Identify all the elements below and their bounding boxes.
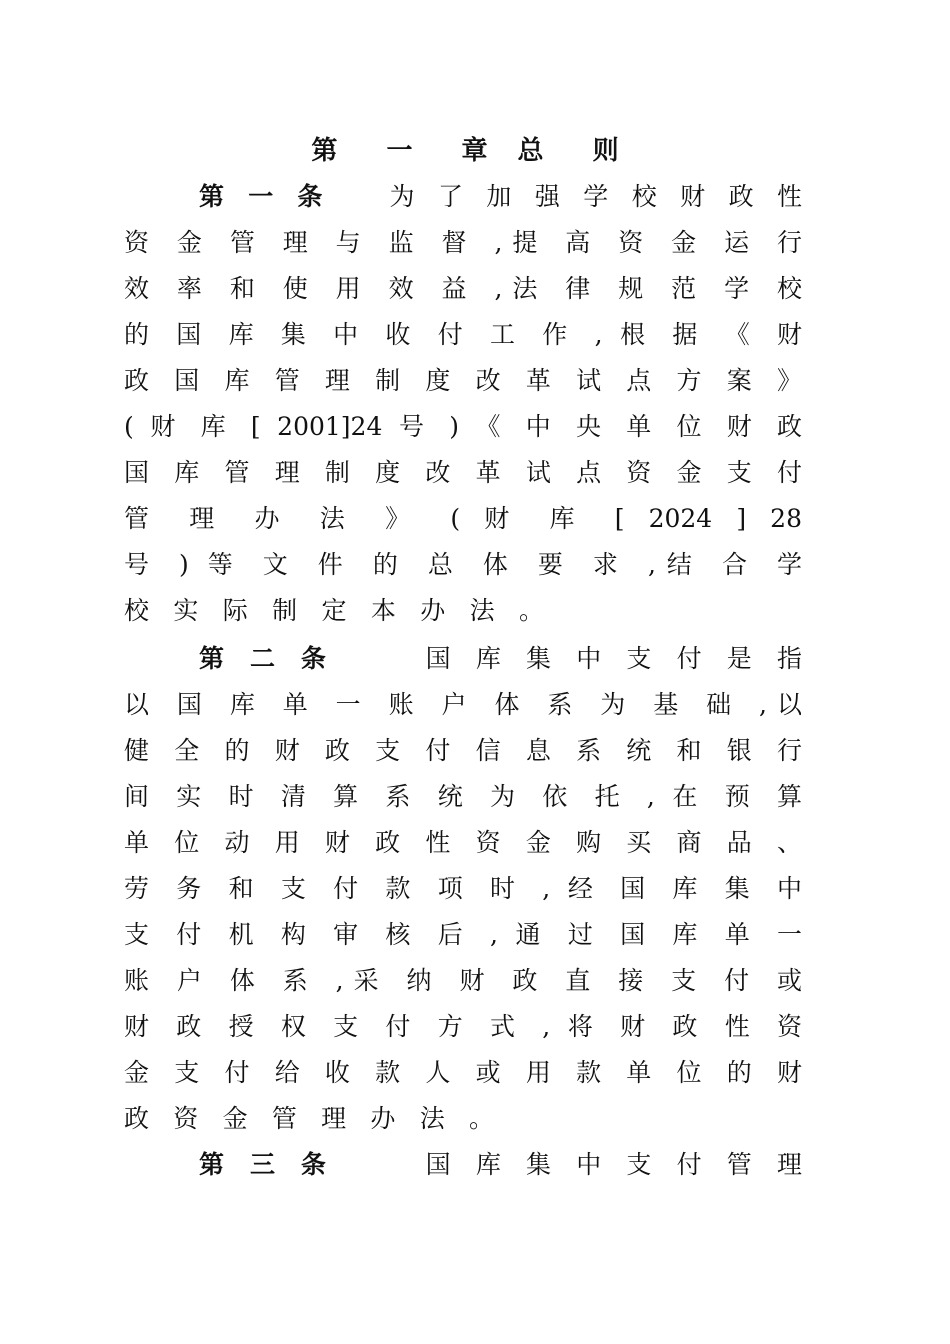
article-2-first-line [199, 636, 802, 682]
article-2-line: 间 实 时 清 算 系 统 为 依 托 , 在 预 算 [124, 782, 802, 811]
article-1-text: 为 了 加 强 学 校 财 政 性 [389, 182, 802, 211]
article-2-text: 国 库 集 中 支 付 是 指 [425, 644, 802, 673]
article-1-lead: 第 一 条 [199, 182, 331, 211]
article-2-line: 财 政 授 权 支 付 方 式 , 将 财 政 性 资 [124, 1012, 802, 1041]
chapter-number: 第 一 章 [311, 136, 508, 166]
article-2-line: 政 资 金 管 理 办 法 。 [124, 1104, 494, 1133]
article-1-first-line [199, 174, 802, 220]
article-1-line: 资 金 管 理 与 监 督 ,提 高 资 金 运 行 [124, 228, 802, 257]
article-1-line: 政 国 库 管 理 制 度 改 革 试 点 方 案 》 [124, 366, 802, 395]
article-2-line: 单 位 动 用 财 政 性 资 金 购 买 商 品 、 [124, 828, 802, 857]
article-2-line: 健 全 的 财 政 支 付 信 息 系 统 和 银 行 [124, 736, 802, 765]
article-1-line: 的 国 库 集 中 收 付 工 作 , 根 据 《 财 [124, 320, 802, 349]
article-3-first-line [199, 1142, 802, 1188]
article-1-line: 校 实 际 制 定 本 办 法 。 [124, 596, 544, 625]
article-2-line: 劳 务 和 支 付 款 项 时 , 经 国 库 集 中 [124, 874, 802, 903]
article-3-lead: 第 三 条 [199, 1150, 335, 1179]
chapter-title [0, 129, 950, 173]
article-2-line: 金 支 付 给 收 款 人 或 用 款 单 位 的 财 [124, 1058, 802, 1087]
chapter-name: 总 则 [517, 136, 639, 166]
article-1-line: 国 库 管 理 制 度 改 革 试 点 资 金 支 付 [124, 458, 802, 487]
article-2-line: 账 户 体 系 ,采 纳 财 政 直 接 支 付 或 [124, 966, 802, 995]
article-2-line: 支 付 机 构 审 核 后 , 通 过 国 库 单 一 [124, 920, 802, 949]
article-1-line: 号 ) 等 文 件 的 总 体 要 求 ,结 合 学 [124, 550, 802, 579]
article-2-line: 以 国 库 单 一 账 户 体 系 为 基 础 ,以 [124, 690, 802, 719]
article-3-text: 国 库 集 中 支 付 管 理 [425, 1150, 802, 1179]
article-1-line: ( 财 库 [ 2001]24 号 ) 《 中 央 单 位 财 政 [124, 412, 802, 441]
article-1-line: 效 率 和 使 用 效 益 ,法 律 规 范 学 校 [124, 274, 802, 303]
article-2-lead: 第 二 条 [199, 644, 335, 673]
article-1-line: 管 理 办 法 》 ( 财 库 [ 2024 ] 28 [124, 504, 802, 533]
